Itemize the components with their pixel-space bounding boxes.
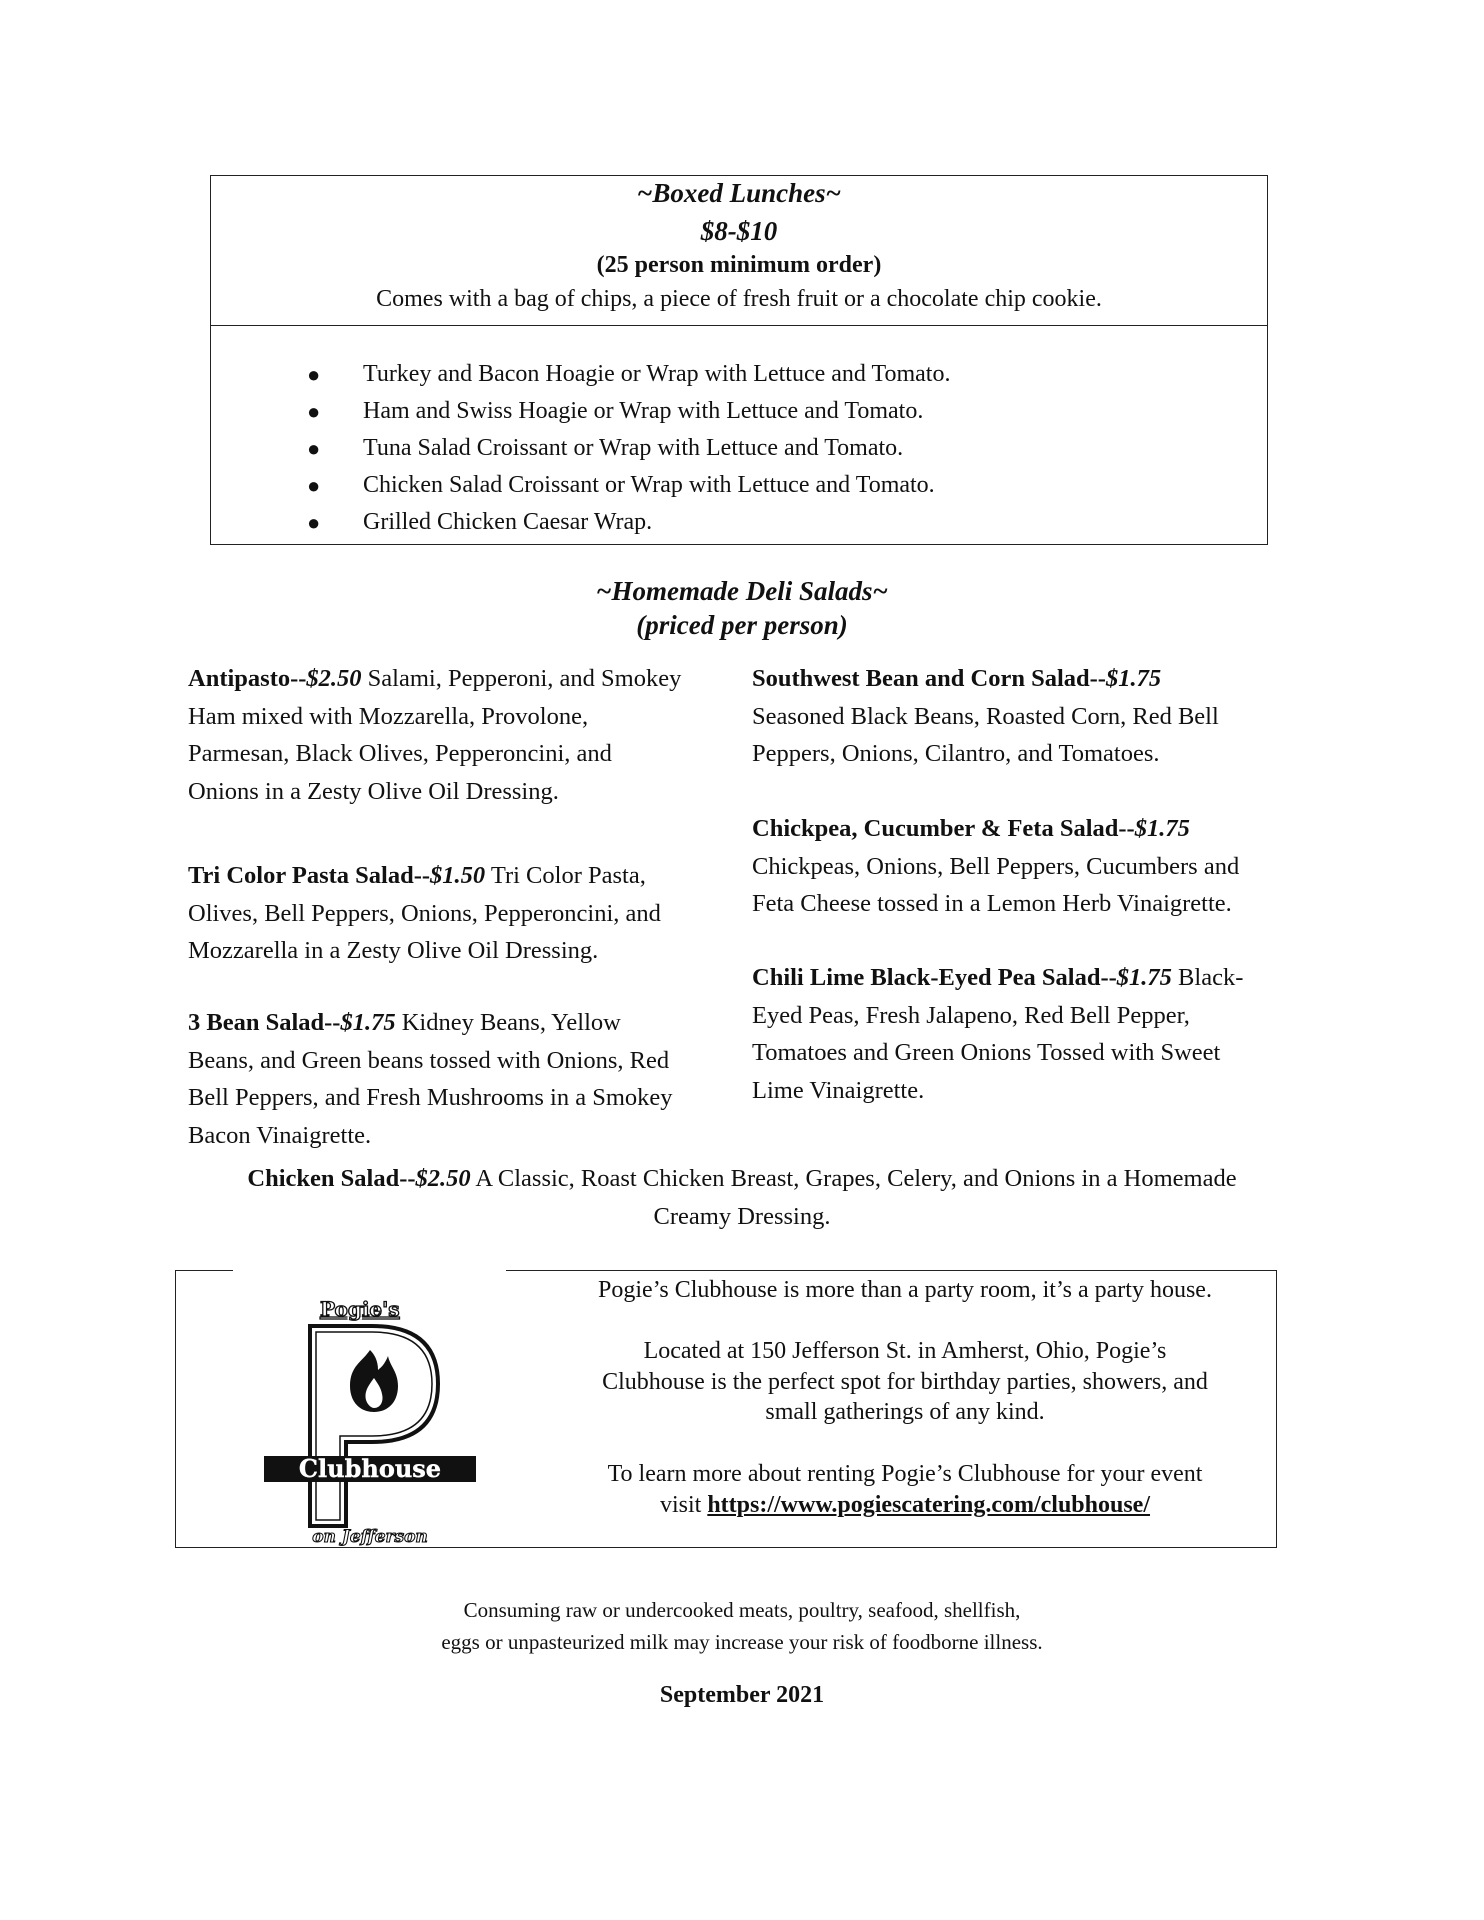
- salad-price: $1.75: [340, 1009, 396, 1036]
- boxed-lunches-header: [211, 176, 1267, 326]
- bullet-icon: ●: [307, 510, 321, 535]
- divider: [175, 1270, 233, 1271]
- salad-name: Southwest Bean and Corn Salad--: [752, 665, 1106, 692]
- salad-name: 3 Bean Salad--: [188, 1009, 341, 1036]
- list-item-text: Grilled Chicken Caesar Wrap.: [363, 509, 653, 535]
- warning-line: eggs or unpasteurized milk may increase your risk of foodborne illness.: [441, 1630, 1043, 1654]
- salad-name: Chicken Salad--: [247, 1165, 416, 1192]
- salad-desc: Peppers, Onions, Cilantro, and Tomatoes.: [752, 740, 1160, 767]
- salad-southwest-bean-corn: [752, 660, 1292, 773]
- salad-name: Tri Color Pasta Salad--: [188, 862, 431, 889]
- list-item-text: Turkey and Bacon Hoagie or Wrap with Lettuce and Tomato.: [363, 361, 951, 387]
- salad-price: $1.75: [1134, 815, 1190, 842]
- bullet-icon: ●: [307, 473, 321, 498]
- salad-chicken: [190, 1160, 1294, 1235]
- list-item: [307, 504, 950, 541]
- salad-desc: Creamy Dressing.: [653, 1202, 831, 1230]
- bullet-icon: ●: [307, 436, 321, 461]
- salad-3-bean: [188, 1004, 733, 1154]
- boxed-lunches-price: $8-$10: [700, 216, 778, 246]
- salad-desc: Seasoned Black Beans, Roasted Corn, Red Bell: [752, 702, 1219, 730]
- deli-salads-title: ~Homemade Deli Salads~: [596, 576, 888, 606]
- salad-desc: Salami, Pepperoni, and Smokey: [361, 665, 682, 692]
- salad-desc: Tomatoes and Green Onions Tossed with Sweet: [752, 1039, 1221, 1066]
- bullet-icon: ●: [307, 362, 321, 387]
- clubhouse-learn-more: [555, 1459, 1255, 1520]
- divider: [506, 1270, 1277, 1271]
- salad-name: Chickpea, Cucumber & Feta Salad--: [752, 815, 1135, 842]
- boxed-lunches-list: [307, 356, 950, 541]
- salad-desc: Kidney Beans, Yellow: [395, 1009, 621, 1036]
- bullet-icon: ●: [307, 399, 321, 424]
- clubhouse-logo-graphic: [262, 1286, 478, 1548]
- boxed-lunches-title: ~Boxed Lunches~: [636, 178, 842, 208]
- list-item: [307, 356, 950, 393]
- salad-price: $2.50: [306, 665, 362, 692]
- clubhouse-logo: [262, 1286, 478, 1548]
- salad-antipasto: [188, 660, 733, 810]
- salad-desc: Onions in a Zesty Olive Oil Dressing.: [188, 777, 559, 805]
- boxed-lunches-box: [210, 175, 1268, 545]
- logo-band-text: Clubhouse: [298, 1454, 442, 1483]
- salad-desc: Parmesan, Black Olives, Pepperoncini, and: [188, 740, 612, 767]
- salad-name: Antipasto--: [188, 665, 307, 692]
- salad-desc: Olives, Bell Peppers, Onions, Pepperoncini, and: [188, 899, 661, 927]
- clubhouse-link[interactable]: https://www.pogiescatering.com/clubhouse/: [707, 1491, 1151, 1518]
- clubhouse-location-line: Located at 150 Jefferson St. in Amherst, Ohio, Pogie’s: [643, 1338, 1167, 1364]
- salad-price: $1.75: [1116, 964, 1172, 991]
- salad-desc: Beans, and Green beans tossed with Onions, Red: [188, 1046, 670, 1074]
- list-item-text: Tuna Salad Croissant or Wrap with Lettuce and Tomato.: [363, 435, 904, 461]
- salad-price: $1.75: [1105, 665, 1162, 692]
- menu-date: September 2021: [659, 1682, 825, 1708]
- warning-line: Consuming raw or undercooked meats, poultry, seafood, shellfish,: [463, 1598, 1021, 1622]
- food-safety-warning: [0, 1594, 1484, 1658]
- clubhouse-learn-more-line: To learn more about renting Pogie’s Clubhouse for your event: [607, 1461, 1203, 1487]
- salad-desc: Lime Vinaigrette.: [752, 1076, 925, 1104]
- clubhouse-location: [555, 1336, 1255, 1428]
- list-item-text: Ham and Swiss Hoagie or Wrap with Lettuce and Tomato.: [363, 398, 924, 424]
- salad-desc: Bell Peppers, and Fresh Mushrooms in a Smokey: [188, 1084, 673, 1111]
- clubhouse-intro: Pogie’s Clubhouse is more than a party room, it’s a party house.: [598, 1277, 1212, 1303]
- salad-price: $2.50: [415, 1165, 471, 1192]
- list-item: [307, 430, 950, 467]
- visit-label: visit: [659, 1491, 708, 1518]
- clubhouse-location-line: small gatherings of any kind.: [765, 1399, 1045, 1425]
- clubhouse-location-line: Clubhouse is the perfect spot for birthday parties, showers, and: [602, 1368, 1208, 1395]
- list-item-text: Chicken Salad Croissant or Wrap with Lettuce and Tomato.: [363, 472, 935, 498]
- salad-desc: Ham mixed with Mozzarella, Provolone,: [188, 702, 589, 730]
- salad-name: Chili Lime Black-Eyed Pea Salad--: [752, 964, 1117, 991]
- salad-desc: Bacon Vinaigrette.: [188, 1121, 372, 1149]
- salad-desc: Black-: [1171, 964, 1244, 991]
- salad-desc: A Classic, Roast Chicken Breast, Grapes, Celery, and Onions in a Homemade: [470, 1165, 1237, 1192]
- salad-desc: Mozzarella in a Zesty Olive Oil Dressing.: [188, 937, 599, 964]
- list-item: [307, 467, 950, 504]
- salad-desc: Feta Cheese tossed in a Lemon Herb Vinaigrette.: [752, 890, 1232, 917]
- boxed-lunches-minimum: (25 person minimum order): [596, 252, 882, 278]
- deli-salads-subtitle: (priced per person): [636, 610, 848, 640]
- salad-price: $1.50: [430, 862, 486, 889]
- salad-chickpea-cucumber-feta: [752, 810, 1292, 923]
- boxed-lunches-description: Comes with a bag of chips, a piece of fresh fruit or a chocolate chip cookie.: [376, 286, 1102, 312]
- salad-desc: Chickpeas, Onions, Bell Peppers, Cucumbers and: [752, 852, 1240, 880]
- logo-top-text: Pogie's: [320, 1297, 400, 1321]
- salad-desc: Tri Color Pasta,: [485, 862, 646, 889]
- salad-chili-lime-black-eyed-pea: [752, 959, 1292, 1109]
- salad-desc: Eyed Peas, Fresh Jalapeno, Red Bell Pepper,: [752, 1001, 1190, 1029]
- list-item: [307, 393, 950, 430]
- logo-bottom-text: on Jefferson: [312, 1527, 428, 1547]
- salad-tri-color-pasta: [188, 857, 733, 970]
